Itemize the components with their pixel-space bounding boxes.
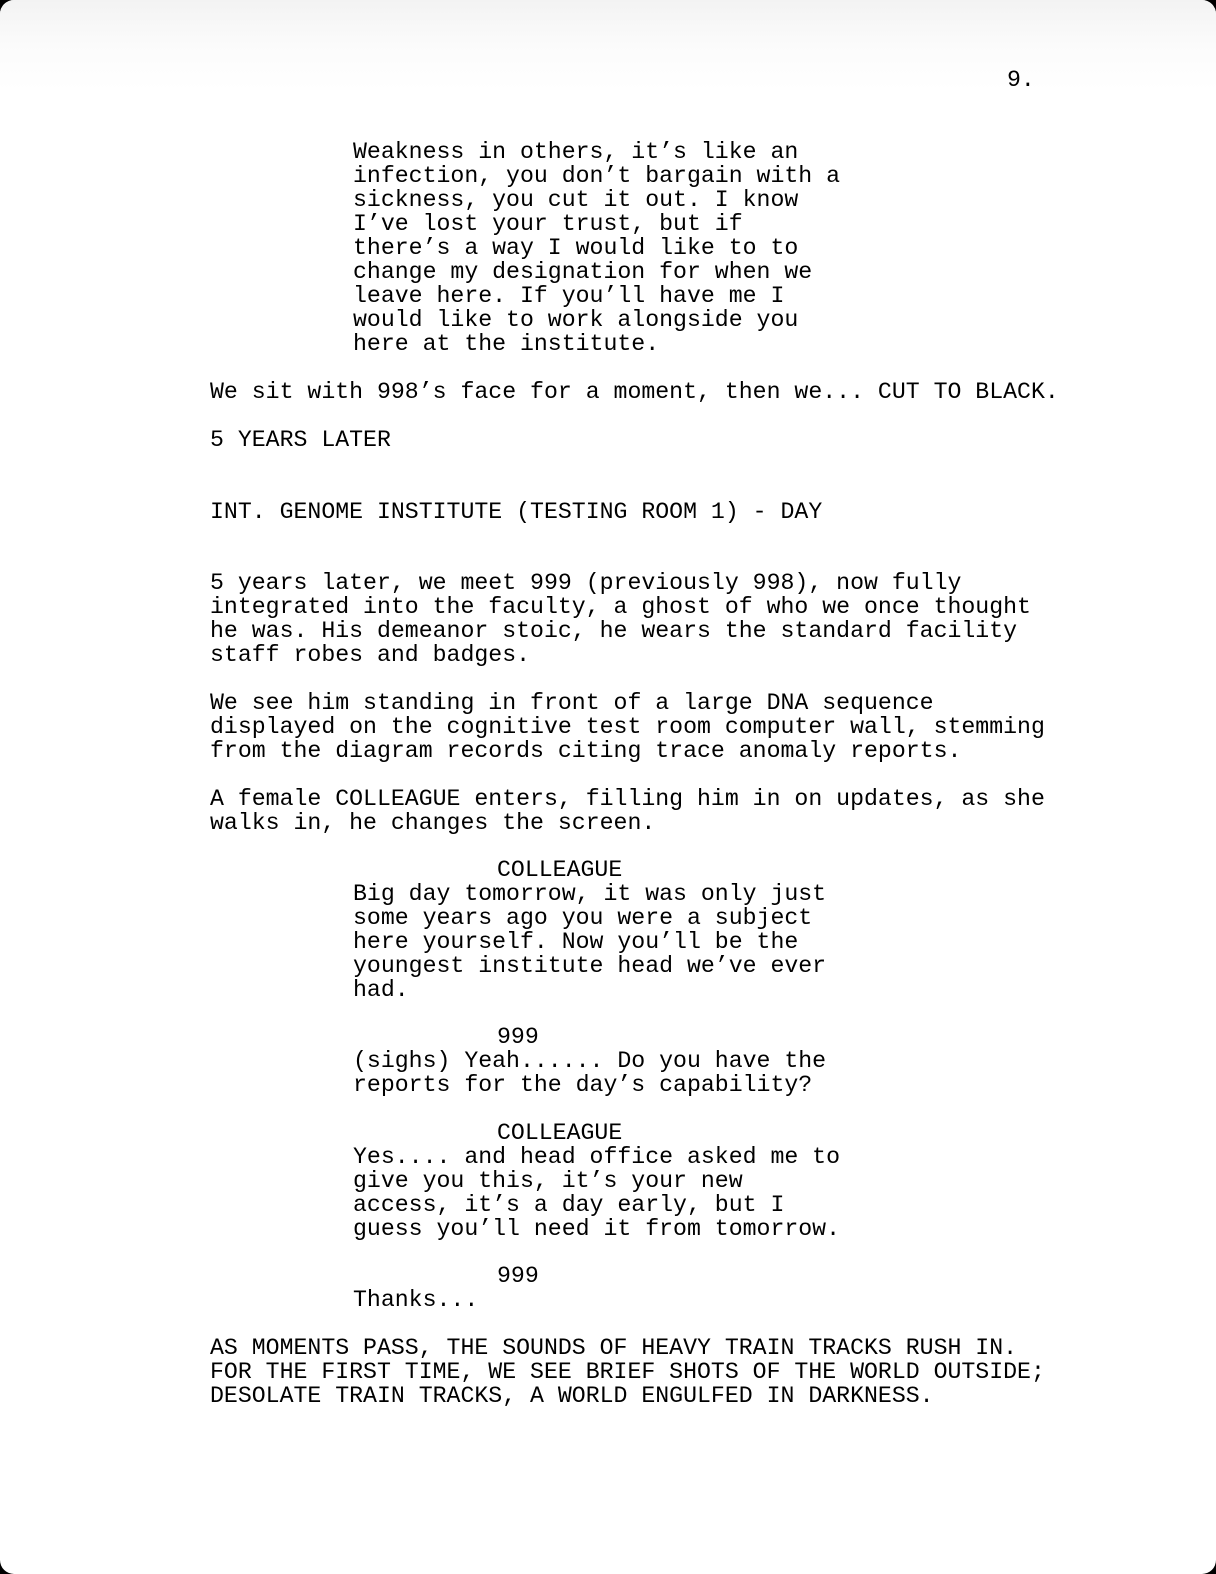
scene-heading: INT. GENOME INSTITUTE (TESTING ROOM 1) - DAY (210, 499, 823, 525)
character-name: 999 (497, 1263, 539, 1289)
dialogue-block: Big day tomorrow, it was only just some years ago you were a subject here yourself. Now you’ll be the youngest institute head we’ve ever had. (353, 881, 827, 1003)
dialogue-block: (sighs) Yeah...... Do you have the reports for the day’s capability? (353, 1048, 827, 1098)
character-name: 999 (497, 1024, 539, 1050)
action-line: We sit with 998’s face for a moment, then we... CUT TO BLACK. (210, 379, 1059, 405)
dialogue-block: Weakness in others, it’s like an infection, you don’t bargain with a sickness, you cut it out. I know I’ve lost your trust, but if there’s a way I would like to to change my designation for when we leave here. If you’ll have me I would like to work alongside you here at the institute. (353, 139, 841, 357)
action-paragraph: 5 years later, we meet 999 (previously 998), now fully integrated into the faculty, a ghost of who we once thought he was. His demeanor stoic, he wears the standard facility staff robes and badges. (210, 570, 1031, 668)
character-name: COLLEAGUE (497, 1120, 623, 1146)
action-paragraph: AS MOMENTS PASS, THE SOUNDS OF HEAVY TRAIN TRACKS RUSH IN. FOR THE FIRST TIME, WE SEE BRIEF SHOTS OF THE WORLD OUTSIDE; DESOLATE TRAIN TRACKS, A WORLD ENGULFED IN DARKNESS. (210, 1335, 1045, 1409)
action-paragraph: We see him standing in front of a large DNA sequence displayed on the cognitive test room computer wall, stemming from the diagram records citing trace anomaly reports. (210, 690, 1045, 764)
dialogue-block: Yes.... and head office asked me to give you this, it’s your new access, it’s a day early, but I guess you’ll need it from tomorrow. (353, 1144, 841, 1242)
dialogue-block: Thanks... (353, 1287, 479, 1313)
page-number: 9. (1007, 67, 1035, 93)
action-paragraph: A female COLLEAGUE enters, filling him in on updates, as she walks in, he changes the screen. (210, 786, 1045, 836)
character-name: COLLEAGUE (497, 857, 623, 883)
transition-text: 5 YEARS LATER (210, 427, 391, 453)
